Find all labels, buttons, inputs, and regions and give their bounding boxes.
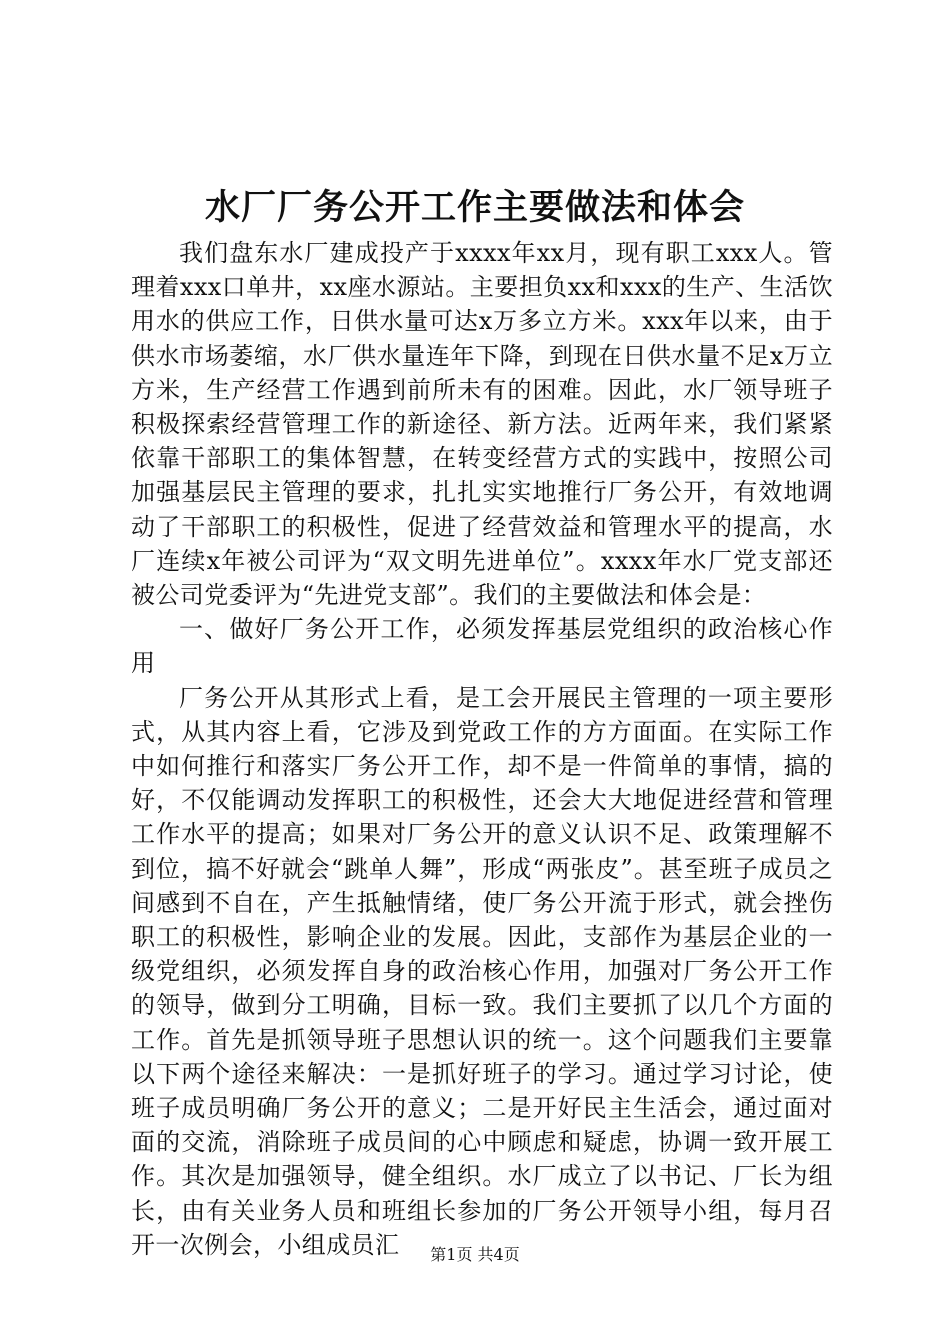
page-footer: 第1页 共4页 [430,1245,520,1264]
document-body [131,236,833,1262]
paragraph-intro: 我们盘东水厂建成投产于xxxx年xx月，现有职工xxx人。管理着xxx口单井，xx座水源站。主要担负xx和xxx的生产、生活饮用水的供应工作，日供水量可达x万多立方米。xxx年以来，由于供水市场萎缩，水厂供水量连年下降，到现在日供水量不足x万立方米，生产经营工作遇到前所未有的困难。因此，水厂领导班子积极探索经营管理工作的新途径、新方法。近两年来，我们紧紧依靠干部职工的集体智慧，在转变经营方式的实践中，按照公司加强基层民主管理的要求，扎扎实实地推行厂务公开，有效地调动了干部职工的积极性，促进了经营效益和管理水平的提高，水厂连续x年被公司评为“双文明先进单位”。xxxx年水厂党支部还被公司党委评为“先进党支部”。我们的主要做法和体会是： [131,239,833,610]
document-title: 水厂厂务公开工作主要做法和体会 [204,187,745,228]
section-heading-1: 一、做好厂务公开工作，必须发挥基层党组织的政治核心作用 [131,615,833,678]
paragraph-section-1: 厂务公开从其形式上看，是工会开展民主管理的一项主要形式，从其内容上看，它涉及到党政工作的方方面面。在实际工作中如何推行和落实厂务公开工作，却不是一件简单的事情，搞的好，不仅能调动发挥职工的积极性，还会大大地促进经营和管理工作水平的提高；如果对厂务公开的意义认识不足、政策理解不到位，搞不好就会“跳单人舞”，形成“两张皮”。甚至班子成员之间感到不自在，产生抵触情绪，使厂务公开流于形式，就会挫伤职工的积极性，影响企业的发展。因此，支部作为基层企业的一级党组织，必须发挥自身的政治核心作用，加强对厂务公开工作的领导，做到分工明确，目标一致。我们主要抓了以几个方面的工作。首先是抓领导班子思想认识的统一。这个问题我们主要靠以下两个途径来解决：一是抓好班子的学习。通过学习讨论，使班子成员明确厂务公开的意义；二是开好民主生活会，通过面对面的交流，消除班子成员间的心中顾虑和疑虑，协调一致开展工作。其次是加强领导，健全组织。水厂成立了以书记、厂长为组长，由有关业务人员和班组长参加的厂务公开领导小组，每月召开一次例会，小组成员汇 [131,683,833,1259]
